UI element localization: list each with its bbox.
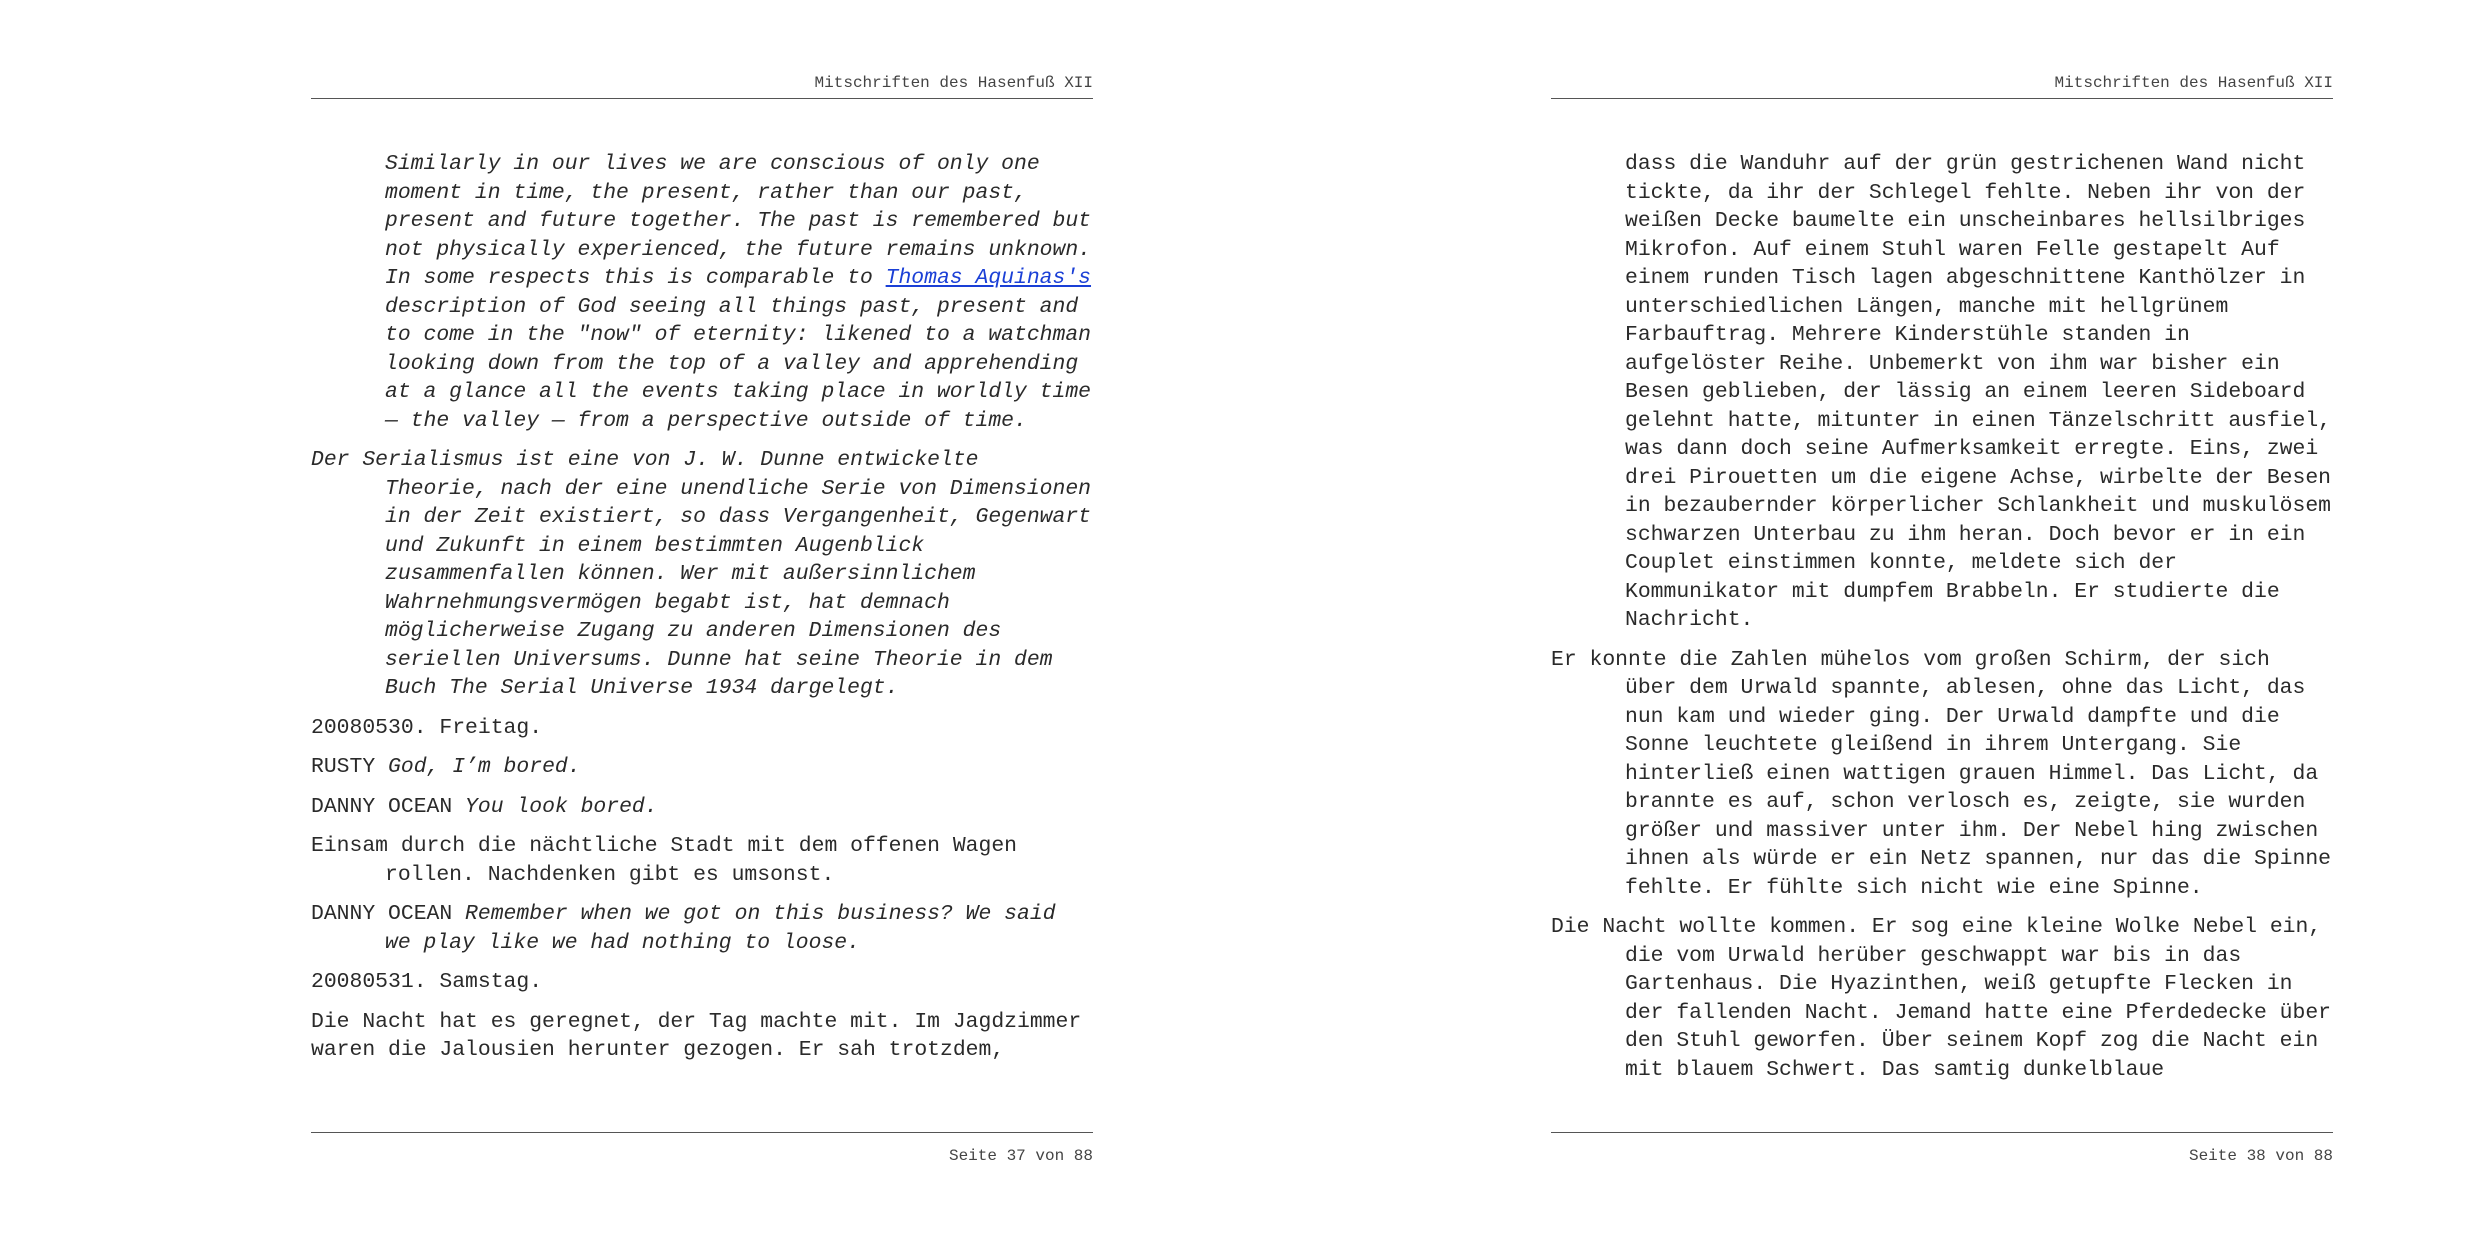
zahlen-paragraph: Er konnte die Zahlen mühelos vom großen Schirm, der sich über dem Urwald spannte, ablesen, ohne das Licht, das nun kam und wieder ging. Der Urwald dampfte und die Sonne leuchtete gleißend in ihrem Untergang. Sie hinterließ einen wattigen grauen Himmel. Das Licht, da brannte es auf, schon verlosch es, zeigte, sie wurden größer und massiver unter ihm. Der Nebel hing zwischen ihnen als würde er ein Netz spannen, nur das die Spinne fehlte. Er fühlte sich nicht wie eine Spinne. xyxy=(1551,647,2332,900)
nacht-paragraph xyxy=(311,1008,1093,1065)
page-body xyxy=(311,150,1093,1076)
serialismus-paragraph: Der Serialismus ist eine von J. W. Dunne entwickelte Theorie, nach der eine unendliche Serie von Dimensionen in der Zeit existiert, so dass Vergangenheit, Gegenwart und Zukunft in einem bestimmten Augenblick zusammenfallen können. Wer mit außersinnlichem Wahrnehmungsvermögen begabt ist, hat demnach möglicherweise Zugang zu anderen Dimensionen des seriellen Universums. Dunne hat seine Theorie in dem Buch The Serial Universe 1934 dargelegt. xyxy=(311,448,1092,700)
thomas-aquinas-link[interactable]: Thomas Aquinas's xyxy=(885,266,1092,290)
page-footer: Seite 38 von 88 xyxy=(1551,1132,2333,1165)
speaker-name: DANNY OCEAN xyxy=(311,902,453,926)
page-header: Mitschriften des Hasenfuß XII xyxy=(1551,74,2333,99)
dialogue-line: You look bored. xyxy=(465,794,658,819)
text-line: Die Nacht hat es geregnet, der Tag machte mit. Im Jagdzimmer xyxy=(311,1009,1082,1034)
dialogue-rusty xyxy=(311,753,1093,782)
page-header: Mitschriften des Hasenfuß XII xyxy=(311,74,1093,99)
dialogue-line: Remember when we got on this business? We said we play like we had nothing to loose. xyxy=(385,902,1056,955)
einsam-paragraph: Einsam durch die nächtliche Stadt mit dem offenen Wagen rollen. Nachdenken gibt es umsonst. xyxy=(311,834,1018,887)
nacht-paragraph: Die Nacht wollte kommen. Er sog eine kleine Wolke Nebel ein, die vom Urwald herüber geschwappt war bis in das Gartenhaus. Die Hyazinthen, weiß getupfte Flecken in der fallenden Nacht. Jemand hatte eine Pferdedecke über den Stuhl geworfen. Über seinem Kopf zog die Nacht ein mit blauem Schwert. Das samtig dunkelblaue xyxy=(1551,915,2332,1082)
page-body xyxy=(1551,150,2333,1095)
speaker-name: DANNY OCEAN xyxy=(311,794,453,819)
text-line: waren die Jalousien herunter gezogen. Er sah trotzdem, xyxy=(311,1038,1005,1062)
continuation-paragraph: dass die Wanduhr auf der grün gestrichenen Wand nicht tickte, da ihr der Schlegel fehlte. Neben ihr von der weißen Decke baumelte ein unscheinbares hellsilbriges Mikrofon. Auf einem Stuhl waren Felle gestapelt Auf einem runden Tisch lagen abgeschnittene Kanthölzer in unterschiedlichen Längen, manche mit hellgrünem Farbauftrag. Mehrere Kinderstühle standen in aufgelöster Reihe. Unbemerkt von ihm war bisher ein Besen geblieben, der lässig an einem leeren Sideboard gelehnt hatte, mitunter in einen Tänzelschritt ausfiel, was dann doch seine Aufmerksamkeit erregte. Eins, zwei drei Pirouetten um die eigene Achse, wirbelte der Besen in bezaubernder körperlicher Schlankheit und muskulösem schwarzen Unterbau zu ihm heran. Doch bevor er in ein Couplet einstimmen konnte, meldete sich der Kommunikator mit dumpfem Brabbeln. Er studierte die Nachricht. xyxy=(1625,152,2332,632)
quote-text-start: Similarly in our lives we are conscious of only one moment in time, the present, rather than our past, present and future together. The past is remembered but not physically experienced, the future remains unknown. In some respects this is comparable to xyxy=(385,152,1092,290)
english-quote xyxy=(311,150,1093,435)
date-entry-1: 20080530. Freitag. xyxy=(311,715,543,740)
page-right xyxy=(1240,0,2480,1240)
dialogue-line: God, I’m bored. xyxy=(388,755,581,779)
dialogue-danny-2 xyxy=(311,900,1093,957)
date-entry-2: 20080531. Samstag. xyxy=(311,970,543,994)
quote-text-end: description of God seeing all things past, present and to come in the "now" of eternity: likened to a watchman looking down from the top of a valley and apprehending at a glance all the events taking place in worldly time — the valley — from a perspective outside of time. xyxy=(385,294,1092,433)
dialogue-danny-1 xyxy=(311,793,1093,822)
page-footer: Seite 37 von 88 xyxy=(311,1132,1093,1165)
speaker-name: RUSTY xyxy=(311,755,376,779)
